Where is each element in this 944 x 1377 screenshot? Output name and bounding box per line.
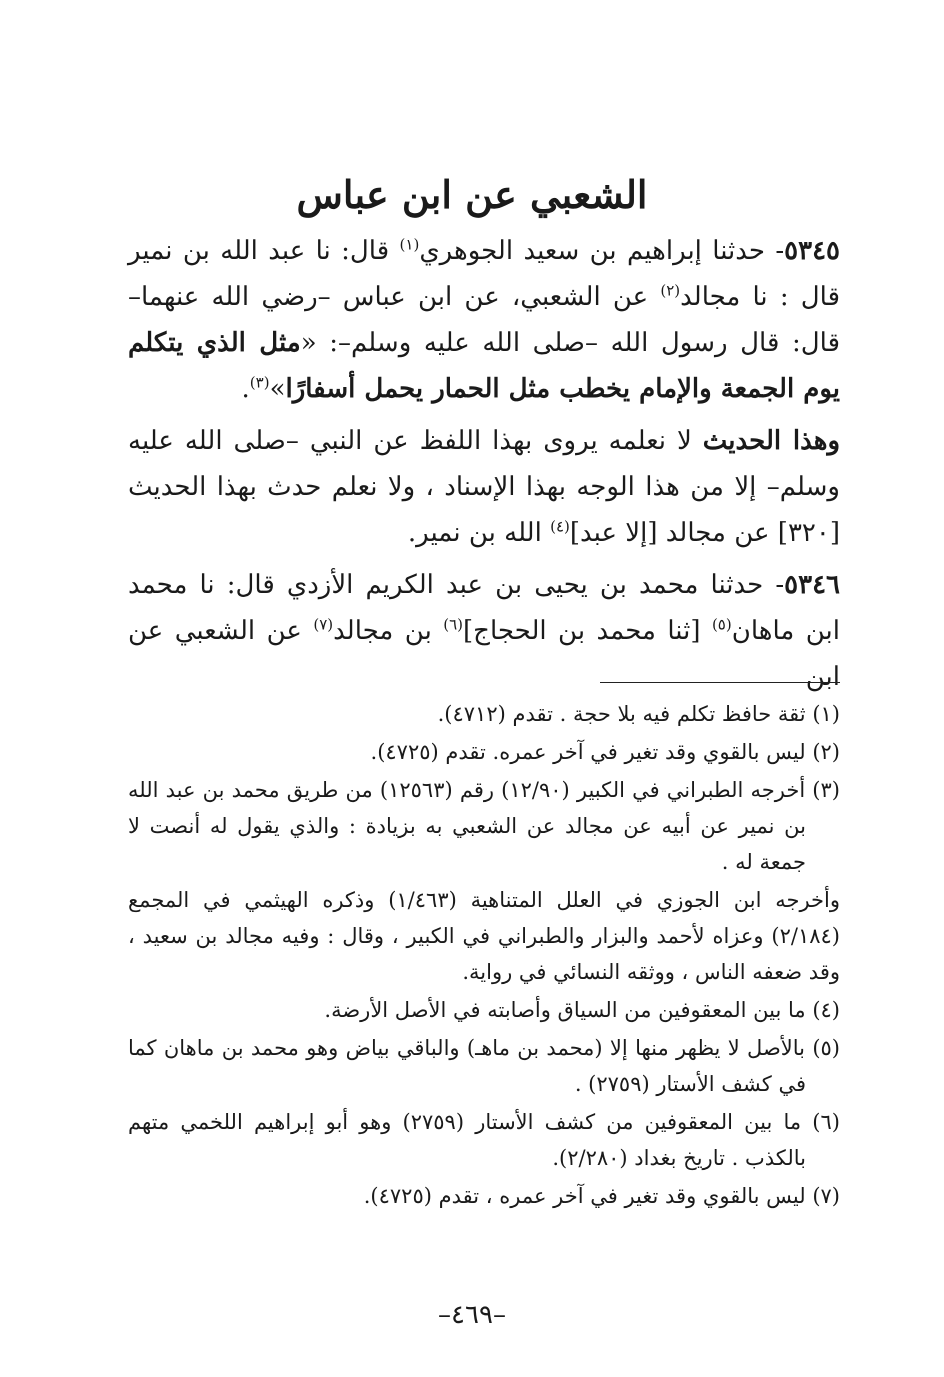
footnotes [128,696,840,1216]
commentary-paragraph: وهذا الحديث لا نعلمه يروى بهذا اللفظ عن النبي –صلى الله عليه وسلم– إلا من هذا الوجه بهذا الإسناد ، ولا نعلم حدث بهذا الحديث [٣٢٠] عن مجالد [إلا عبد]$^{(٤)}$ الله بن نمير. [128,426,840,548]
hadith-5345: ٥٣٤٥- حدثنا إبراهيم بن سعيد الجوهري$^{(١)}$ قال: نا عبد الله بن نمير قال : نا مجالد$^{(٢)}$ عن الشعبي، عن ابن عباس –رضي الله عنهما– قال: قال رسول الله –صلى الله عليه وسلم–: «مثل الذي يتكلم يوم الجمعة والإمام يخطب مثل الحمار يحمل أسفارًا»$^{(٣)}$. [128,235,841,404]
footnote-ref[interactable]: (٢) [660,281,681,300]
footnote-5: (٥) بالأصل لا يظهر منها إلا (محمد بن ماهـ) والباقي بياض وهو محمد بن ماهان كما في كشف الأستار (٢٧٥٩) . [128,1036,840,1096]
footnote-ref[interactable]: (٥) [711,615,732,634]
footnote-7: (٧) ليس بالقوي وقد تغير في آخر عمره ، تقدم (٤٧٢٥). [363,1184,840,1208]
footnote-1: (١) ثقة حافظ تكلم فيه بلا حجة . تقدم (٤٧١٢). [437,702,840,726]
hadith-number: ٥٣٤٦ [784,570,840,600]
hadith-number: ٥٣٤٥ [784,236,841,266]
page-number: –٤٦٩– [438,1300,506,1330]
commentary-lead: وهذا الحديث [702,426,840,456]
footnote-ref[interactable]: (٦) [443,615,464,634]
footnote-divider [600,682,840,683]
hadith-5346: ٥٣٤٦- حدثنا محمد بن يحيى بن عبد الكريم الأزدي قال: نا محمد ابن ماهان$^{(٥)}$ [ثنا محمد بن الحجاج]$^{(٦)}$ بن مجالد$^{(٧)}$ عن الشعبي عن ابن [128,570,840,692]
main-text [128,228,840,706]
footnote-ref[interactable]: (١) [399,235,420,254]
footnote-6: (٦) ما بين المعقوفين من كشف الأستار (٢٧٥٩) وهو أبو إبراهيم اللخمي متهم بالكذب . تاريخ بغداد (٢/٢٨٠). [128,1110,840,1170]
footnote-ref[interactable]: (٤) [550,517,570,536]
footnote-4: (٤) ما بين المعقوفين من السياق وأصابته في الأصل الأرضة. [324,998,840,1022]
footnote-2: (٢) ليس بالقوي وقد تغير في آخر عمره. تقدم (٤٧٢٥). [370,740,840,764]
footnote-3: (٣) أخرجه الطبراني في الكبير (١٢/٩٠) رقم (١٢٥٦٣) من طريق محمد بن عبد الله بن نمير عن أبيه عن مجالد عن الشعبي به بزيادة : والذي يقول له أنصت لا جمعة له . [128,778,840,874]
section-title: الشعبي عن ابن عباس [296,172,648,217]
footnote-ref[interactable]: (٣) [249,373,270,392]
footnote-ref[interactable]: (٧) [313,615,334,634]
hadith-matn: مثل الذي يتكلم يوم الجمعة والإمام يخطب مثل الحمار يحمل أسفارًا [128,328,840,404]
footnote-3-continued: وأخرجه ابن الجوزي في العلل المتناهية (١/٤٦٣) وذكره الهيثمي في المجمع (٢/١٨٤) وعزاه لأحمد والبزار والطبراني في الكبير ، وقال : وفيه مجالد بن سعيد ، وقد ضعفه الناس ، ووثقه النسائي في رواية. [128,888,840,984]
